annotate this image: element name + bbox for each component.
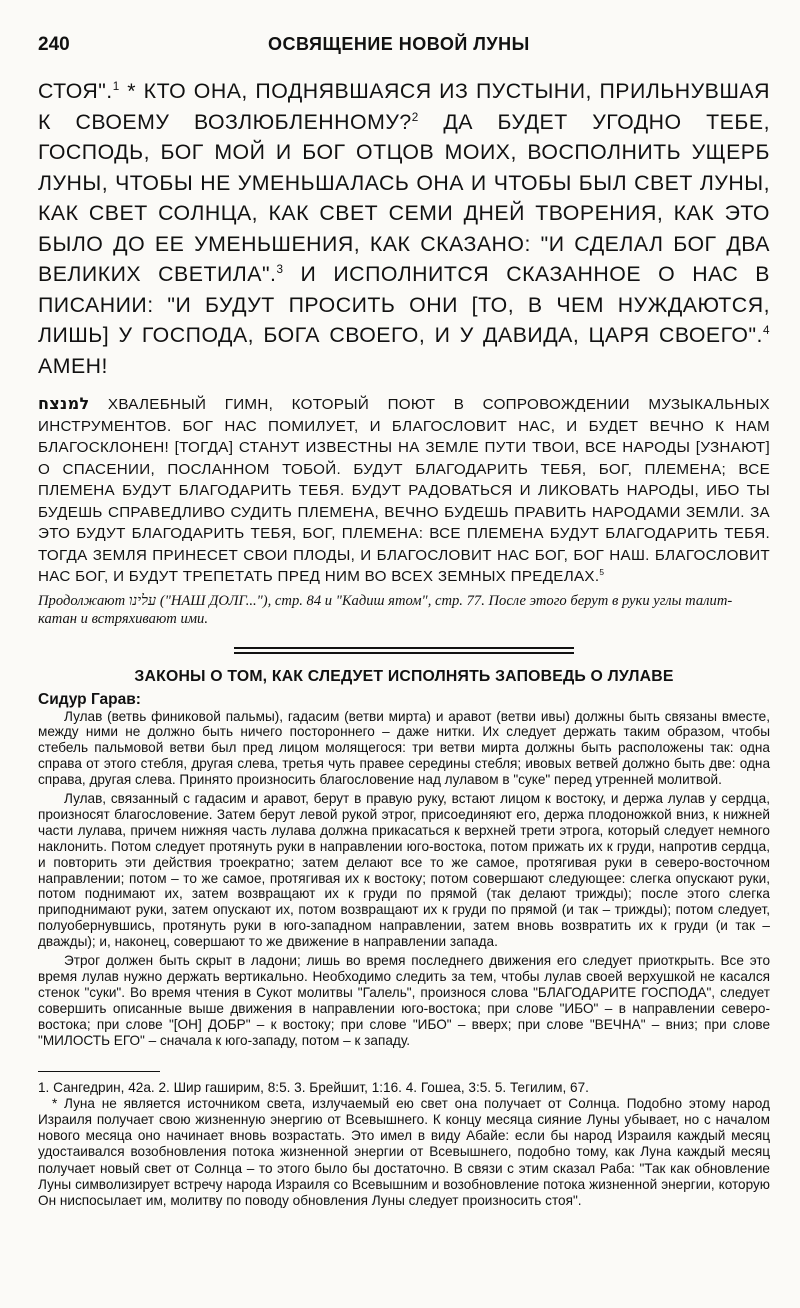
law-paragraph: Лулав, связанный с гадасим и аравот, берут в правую руку, встают лицом к востоку, и держа лулав у сердца, произносят благословение. Затем берут левой рукой этрог, присоединяют его, держа плодоножкой вниз, к нижней части лулава, причем нижняя часть лулава должна прикасаться к верхней трети этрога, который следует немного наклонить. Потом следует протянуть руки в направлении юго-востока, потом прижать их к груди, напротив сердца, и повторить эти действия троекратно; затем делают все то же самое, протягивая руки в северо-восточном направлении; потом – то же самое, протягивая их к востоку; потом совершают следующее: слегка опускают руки, потом поднимают их, затем возвращают их к груди по прямой (так делают трижды); после этого слегка приподнимают руки, затем опускают их, потом возвращают их к груди по прямой (и так – трижды); потом следует, полуобернувшись, протянуть руки в юго-западном направлении, затем вновь возвратить их к груди (и так – дважды); и, наконец, совершают то же движение в направлении запада. (38, 791, 770, 950)
prayer-part: АМЕН! (38, 353, 108, 378)
divider-line (234, 652, 574, 654)
running-title: ОСВЯЩЕНИЕ НОВОЙ ЛУНЫ (268, 34, 530, 54)
prayer-part: И ИСПОЛНИТСЯ СКАЗАННОЕ О НАС В ПИСАНИИ: "И БУДУТ ПРОСИТЬ ОНИ [ТО, В ЧЕМ НУЖДАЮТСЯ, ЛИШЬ] У ГОСПОДА, БОГА СВОЕГО, И У ДАВИДА, ЦАРЯ СВОЕГО". (38, 262, 770, 347)
page-number: 240 (38, 34, 70, 55)
divider-line (234, 647, 574, 649)
prayer-part: СТОЯ". (38, 79, 113, 103)
prayer-part: ДА БУДЕТ УГОДНО ТЕБЕ, ГОСПОДЬ, БОГ МОЙ И БОГ ОТЦОВ МОИХ, ВОСПОЛНИТЬ УЩЕРБ ЛУНЫ, ЧТОБЫ НЕ УМЕНЬШАЛАСЬ ОНА И ЧТОБЫ БЫЛ СВЕТ ЛУНЫ, КАК СВЕТ СОЛНЦА, КАК СВЕТ СЕМИ ДНЕЙ ТВОРЕНИЯ, КАК ЭТО БЫЛО ДО ЕЕ УМЕНЬШЕНИЯ, КАК СКАЗАНО: "И СДЕЛАЛ БОГ ДВА ВЕЛИКИХ СВЕТИЛА". (38, 109, 770, 286)
footnote-references: 1. Сангедрин, 42а. 2. Шир гаширим, 8:5. 3. Брейшит, 1:16. 4. Гошеа, 3:5. 5. Тегилим, 67. (38, 1079, 589, 1095)
psalm-text (38, 393, 770, 588)
prayer-part: * КТО ОНА, ПОДНЯВШАЯСЯ ИЗ ПУСТЫНИ, ПРИЛЬНУВШАЯ К СВОЕМУ ВОЗЛЮБЛЕННОМУ? (38, 79, 770, 134)
psalm-hebrew-word: למנצח (38, 394, 90, 413)
footnote-ref[interactable]: 1 (112, 79, 120, 93)
footnote-divider (38, 1071, 160, 1072)
section-divider (234, 647, 574, 654)
page-header (38, 34, 770, 70)
footnote-ref[interactable]: 4 (762, 323, 770, 337)
law-paragraph: Этрог должен быть скрыт в ладони; лишь во время последнего движения его следует приоткрыть. Все это время лулав нужно держать вертикально. Необходимо следить за тем, чтобы лулав своей верхушкой не касался стенок "суки". Во время чтения в Сукот молитвы "Галель", произнося слова "БЛАГОДАРИТЕ ГОСПОДА", следует совершить описанные выше движения в направлении юго-востока; при слове "ИБО" – в направлении северо-востока; при слове "[ОН] ДОБР" – к востоку; при слове "ИБО" – вверх; при слове "ВЕЧНА" – вниз; при слове "МИЛОСТЬ ЕГО" – сначала к юго-западу, потом – к западу. (38, 953, 770, 1048)
instruction-note: Продолжают עלינו ("НАШ ДОЛГ..."), стр. 84 и "Кадиш ятом", стр. 77. После этого берут в руки углы талит-катан и встряхивают ими. (38, 592, 733, 627)
footnote-ref[interactable]: 2 (411, 110, 419, 124)
footnotes (38, 1080, 770, 1210)
section-title: ЗАКОНЫ О ТОМ, КАК СЛЕДУЕТ ИСПОЛНЯТЬ ЗАПОВЕДЬ О ЛУЛАВЕ (134, 667, 674, 685)
prayer-text (38, 76, 770, 381)
prayer-paragraph (38, 76, 770, 381)
law-paragraph: Лулав (ветвь финиковой пальмы), гадасим (ветви мирта) и аравот (ветви ивы) должны быть связаны вместе, между ними не должно быть ничего постороннего – даже нитки. Их следует держать таким образом, чтобы стебель пальмовой ветви был пред лицом молящегося: три ветви мирта должны быть расположены так: одна справа от этого стебля, другая слева, третья чуть правее середины стебля; ивовых ветвей должно быть две: одна справа, другая слева. Принято произносить благословение над лулавом в "суке" перед утренней молитвой. (38, 708, 770, 788)
footnote-ref[interactable]: 5 (599, 566, 605, 577)
footnote-star: * Луна не является источником света, излучаемый ею свет она получает от Солнца. Подобно этому народ Израиля получает свою жизненную энергию от Всевышнего. К концу месяца сияние Луны убывает, но с началом нового месяца оно начинает вновь возрастать. Это имел в виду Абайе: если бы народ Израиля каждый месяц удостаивался возобновления потока жизненной энергии от Всевышнего, подобно тому, как Луна каждый месяц получает новый свет от Солнца – то этого было бы достаточно. В связи с этим сказал Раба: "Так как обновление Луны символизирует встречу народа Израиля со Всевышним и возобновление потока жизненной энергии, которую Он ниспосылает им, молитву по поводу обновления Луны следует произносить стоя". (38, 1095, 770, 1208)
laws-text (38, 709, 770, 1049)
source-label: Сидур Гарав: (38, 690, 141, 708)
psalm-body: ХВАЛЕБНЫЙ ГИМН, КОТОРЫЙ ПОЮТ В СОПРОВОЖДЕНИИ МУЗЫКАЛЬНЫХ ИНСТРУМЕНТОВ. БОГ НАС ПОМИЛУЕТ, И БЛАГОСЛОВИТ НАС, И БУДЕТ ВЕЧНО К НАМ БЛАГОСКЛОНЕН! [ТОГДА] СТАНУТ ИЗВЕСТНЫ НА ЗЕМЛЕ ПУТИ ТВОИ, ВСЕ НАРОДЫ [УЗНАЮТ] О СПАСЕНИИ, ПОСЛАННОМ ТОБОЙ. БУДУТ БЛАГОДАРИТЬ ТЕБЯ, БОГ, ПЛЕМЕНА; ВСЕ ПЛЕМЕНА БУДУТ БЛАГОДАРИТЬ ТЕБЯ. БУДУТ РАДОВАТЬСЯ И ЛИКОВАТЬ НАРОДЫ, ИБО ТЫ БУДЕШЬ СПРАВЕДЛИВО СУДИТЬ ПЛЕМЕНА, ВЕЧНО БУДЕШЬ ПРАВИТЬ НАРОДАМИ ЗЕМЛИ. ЗА ЭТО БУДУТ БЛАГОДАРИТЬ ТЕБЯ, БОГ, ПЛЕМЕНА: ВСЕ ПЛЕМЕНА БУДУТ БЛАГОДАРИТЬ ТЕБЯ. ТОГДА ЗЕМЛЯ ПРИНЕСЕТ СВОИ ПЛОДЫ, И БЛАГОСЛОВИТ НАС БОГ, БОГ НАШ. БЛАГОСЛОВИТ НАС БОГ, И БУДУТ ТРЕПЕТАТЬ ПРЕД НИМ ВО ВСЕХ ЗЕМНЫХ ПРЕДЕЛАХ. (38, 396, 770, 585)
footnote-ref[interactable]: 3 (276, 262, 284, 276)
